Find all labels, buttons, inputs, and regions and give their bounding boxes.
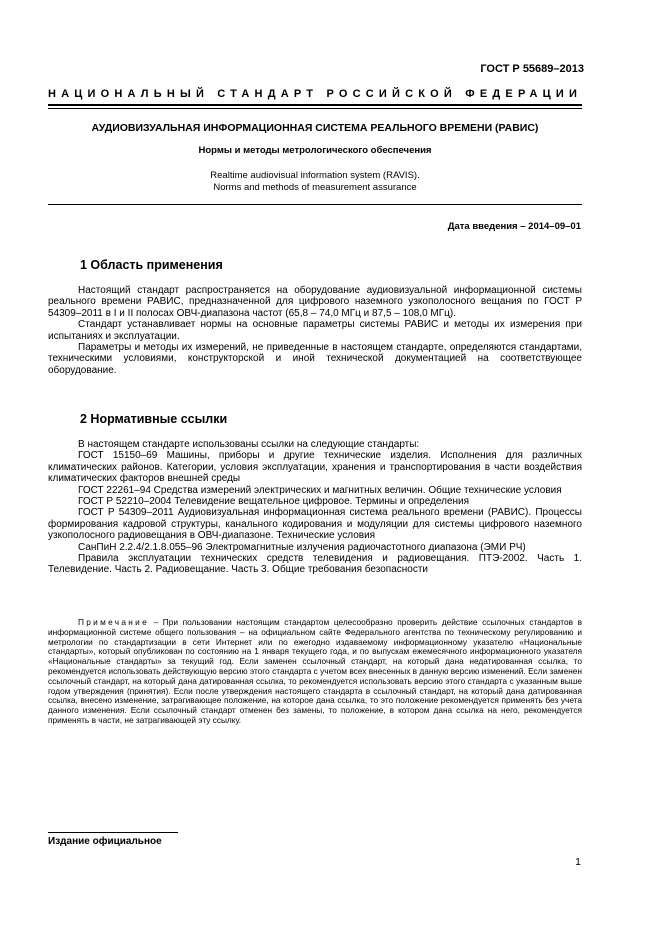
section-2-body	[48, 439, 582, 576]
paragraph: Настоящий стандарт распространяется на оборудование аудиовизуальной информационной системы реального времени РАВИС, предназначенной для цифрового наземного узкополосного вещания по ГОСТ Р 54309–2011 в I и II полосах ОВЧ-диапазона частот (65,8 – 74,0 МГц и 87,5 – 108,0 МГц).	[48, 285, 582, 319]
reference-item: ГОСТ 15150–69 Машины, приборы и другие технические изделия. Исполнения для различных климатических районов. Категории, условия эксплуатации, хранения и транспортирования в части воздействия климатических факторов внешней среды	[48, 450, 582, 485]
paragraph: Стандарт устанавливает нормы на основные параметры системы РАВИС и методы их измерения при испытаниях и эксплуатации.	[48, 319, 582, 342]
standard-code: ГОСТ Р 55689–2013	[480, 63, 584, 75]
page-number: 1	[575, 856, 581, 868]
note-text: – При пользовании настоящим стандартом целесообразно проверить действие ссылочных стандартов в информационной системе общего пользования – на официальном сайте Федерального агентства по техническому регулированию и метрологии по стандартизации в сети Интернет или по ежегодно издаваемому информационному указателю «Национальные стандарты», который опубликован по состоянию на 1 января текущего года, и по выпускам ежемесячного информационного указателя «Национальные стандарты» за текущий год. Если заменен ссылочный стандарт, на который дана недатированная ссылка, то рекомендуется использовать действующую версию этого стандарта с учетом всех внесенных в данную версию изменений. Если заменен ссылочный стандарт, на который дана датированная ссылка, то рекомендуется использовать версию этого стандарта с указанным выше годом утверждения (принятия). Если после утверждения настоящего стандарта в ссылочный стандарт, на который дана датированная ссылка, внесено изменение, затрагивающее положение, на которое дана ссылка, то это положение рекомендуется применять без учета данного изменения. Если ссылочный стандарт отменен без замены, то положение, в котором дана ссылка на него, рекомендуется применять в части, не затрагивающей эту ссылку.	[48, 617, 582, 725]
document-subtitle: Нормы и методы метрологического обеспечения	[198, 145, 432, 156]
section-2-heading: 2 Нормативные ссылки	[80, 412, 228, 426]
header-rule-thick	[48, 104, 582, 106]
note-label: Примечание	[78, 617, 150, 627]
reference-item: ГОСТ 22261–94 Средства измерений электрических и магнитных величин. Общие технические условия	[78, 484, 562, 496]
english-title	[48, 170, 582, 194]
note-block	[48, 618, 582, 726]
national-standard-banner: НАЦИОНАЛЬНЫЙ СТАНДАРТ РОССИЙСКОЙ ФЕДЕРАЦИИ	[48, 88, 583, 100]
english-title-line-2: Norms and methods of measurement assurance	[213, 182, 417, 193]
english-title-line-1: Realtime audiovisual information system (RAVIS).	[210, 170, 420, 181]
reference-item: ГОСТ Р 52210–2004 Телевидение вещательное цифровое. Термины и определения	[78, 496, 470, 508]
section-1-heading: 1 Область применения	[80, 258, 223, 272]
paragraph: Параметры и методы их измерений, не приведенные в настоящем стандарте, определяются стандартами, техническими условиями, конструкторской и иной технической документацией на соответствующее оборудование.	[48, 342, 582, 376]
note-paragraph	[48, 618, 582, 726]
paragraph: В настоящем стандарте использованы ссылки на следующие стандарты:	[78, 439, 420, 450]
document-title: АУДИОВИЗУАЛЬНАЯ ИНФОРМАЦИОННАЯ СИСТЕМА РЕАЛЬНОГО ВРЕМЕНИ (РАВИС)	[91, 122, 539, 134]
official-edition-label: Издание официальное	[48, 836, 162, 847]
reference-item: ГОСТ Р 54309–2011 Аудиовизуальная информационная система реального времени (РАВИС). Процессы формирования кадровой структуры, канального кодирования и модуляции для системы цифрового наземного узкополосного радиовещания в ОВЧ-диапазоне. Технические условия	[48, 507, 582, 542]
introduction-date: Дата введения – 2014–09–01	[447, 221, 581, 232]
reference-item: Правила эксплуатации технических средств телевидения и радиовещания. ПТЭ-2002. Часть 1. Телевидение. Часть 2. Радиовещание. Часть 3. Общие требования безопасности	[48, 553, 582, 576]
reference-item: СанПиН 2.2.4/2.1.8.055–96 Электромагнитные излучения радиочастотного диапазона (ЭМИ РЧ)	[78, 541, 526, 553]
section-1-body	[48, 285, 582, 376]
header-rule-thin	[48, 108, 582, 109]
footer-rule	[48, 832, 178, 833]
title-rule	[48, 204, 582, 205]
